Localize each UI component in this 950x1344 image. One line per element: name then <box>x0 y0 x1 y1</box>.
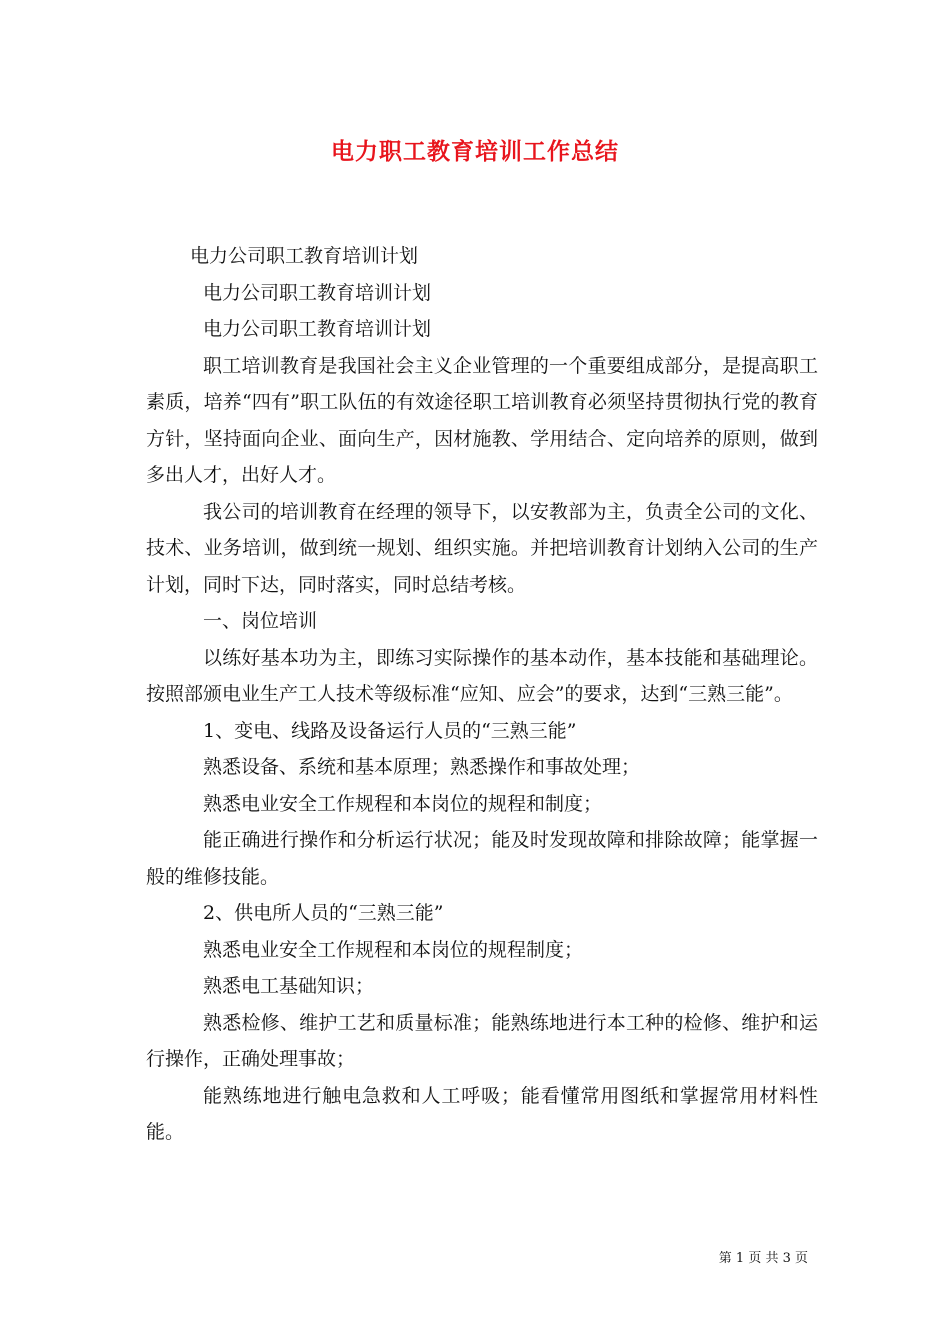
paragraph: 熟悉电业安全工作规程和本岗位的规程制度； <box>203 938 584 961</box>
paragraph: 能正确进行操作和分析运行状况；能及时发现故障和排除故障；能掌握一般的维修技能。 <box>146 829 818 888</box>
subsection-heading: 2、供电所人员的“三熟三能” <box>203 902 444 924</box>
document-title: 电力职工教育培训工作总结 <box>331 138 619 165</box>
paragraph: 职工培训教育是我国社会主义企业管理的一个重要组成部分，是提高职工素质，培养“四有”职工队伍的有效途径职工培训教育必须坚持贯彻执行党的教育方针，坚持面向企业、面向生产，因材施教、学用结合、定向培养的原则，做到多出人才，出好人才。 <box>146 354 818 486</box>
subsection-heading: 1、变电、线路及设备运行人员的“三熟三能” <box>203 719 577 742</box>
paragraph: 我公司的培训教育在经理的领导下，以安教部为主，负责全公司的文化、技术、业务培训，做到统一规划、组织实施。并把培训教育计划纳入公司的生产计划，同时下达，同时落实，同时总结考核。 <box>146 500 818 596</box>
paragraph: 能熟练地进行触电急救和人工呼吸；能看懂常用图纸和掌握常用材料性能。 <box>146 1084 818 1143</box>
section-heading: 一、岗位培训 <box>203 610 318 632</box>
paragraph: 电力公司职工教育培训计划 <box>203 318 432 340</box>
paragraph: 熟悉电业安全工作规程和本岗位的规程和制度； <box>203 792 603 815</box>
paragraph: 熟悉检修、维护工艺和质量标准；能熟练地进行本工种的检修、维护和运行操作，正确处理事故； <box>146 1011 818 1070</box>
paragraph: 电力公司职工教育培训计划 <box>203 281 432 304</box>
paragraph: 熟悉设备、系统和基本原理；熟悉操作和事故处理； <box>203 756 641 778</box>
paragraph: 电力公司职工教育培训计划 <box>190 245 419 267</box>
paragraph: 以练好基本功为主，即练习实际操作的基本动作，基本技能和基础理论。按照部颁电业生产工人技术等级标准“应知、应会”的要求，达到“三熟三能”。 <box>146 646 818 705</box>
document-body <box>146 238 818 1151</box>
page-number: 第 1 页 共 3 页 <box>718 1251 808 1266</box>
paragraph: 熟悉电工基础知识； <box>203 975 375 997</box>
